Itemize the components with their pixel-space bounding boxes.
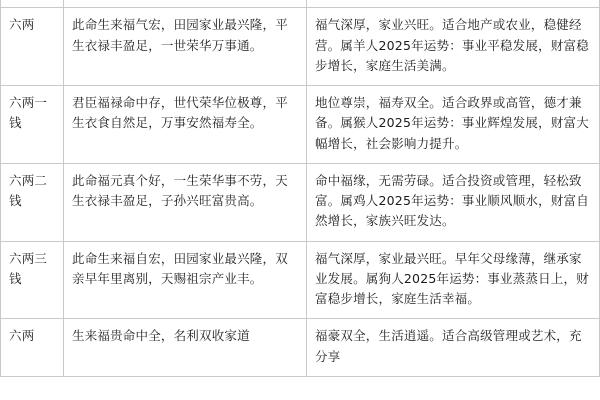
poem-text: 此命生来福气宏，田园家业最兴隆，平生衣禄丰盈足，一世荣华万事通。 (72, 17, 288, 53)
table-row (1, 86, 600, 164)
cell-description (307, 241, 600, 319)
cell-weight (1, 163, 64, 241)
weight-text: 六两一钱 (9, 95, 48, 131)
weight-text: 六两 (9, 17, 35, 33)
poem-text: 此命福元真个好，一生荣华事不劳，天生衣禄丰盈足，子孙兴旺富贵高。 (72, 172, 288, 208)
weight-text: 六两二钱 (9, 172, 48, 208)
table-row (1, 241, 600, 319)
cell-poem (64, 241, 307, 319)
poem-text: 君臣福禄命中存，世代荣华位极尊，平生衣食自然足，万事安然福寿全。 (72, 95, 288, 131)
cell-poem (64, 8, 307, 86)
cell-description (307, 0, 600, 8)
cell-weight (1, 8, 64, 86)
description-text: 地位尊崇，福寿双全。适合政界或高管，德才兼备。属猴人2025年运势：事业辉煌发展，财富大幅增长，社会影响力提升。 (315, 95, 589, 151)
cell-poem (64, 0, 307, 8)
poem-text: 此命生来福自宏，田园家业最兴隆，双亲早年里离别，天赐祖宗产业丰。 (72, 250, 288, 286)
cell-description (307, 163, 600, 241)
cell-weight (1, 86, 64, 164)
description-text: 命中福缘，无需劳碌。适合投资或管理，轻松致富。属鸡人2025年运势：事业顺风顺水，财富自然增长，家族兴旺发达。 (315, 172, 589, 229)
description-text: 福气深厚，家业兴旺。适合地产或农业，稳健经营。属羊人2025年运势：事业平稳发展，财富稳步增长，家庭生活美满。 (315, 17, 589, 73)
cell-description (307, 319, 600, 377)
cell-weight (1, 0, 64, 8)
weight-text: 六两三钱 (9, 250, 48, 286)
table-row (1, 163, 600, 241)
table-row (1, 8, 600, 86)
cell-poem (64, 163, 307, 241)
cell-weight (1, 241, 64, 319)
weight-text: 六两 (9, 328, 35, 344)
description-text: 福气深厚，家业最兴旺。早年父母缘薄，继承家业发展。属狗人2025年运势：事业蒸蒸日上，财富稳步增长，家庭生活幸福。 (315, 250, 589, 306)
cell-weight (1, 319, 64, 377)
poem-text: 生来福贵命中全，名利双收家道 (72, 328, 250, 344)
table-row (1, 0, 600, 8)
cell-description (307, 86, 600, 164)
table-body (1, 0, 600, 376)
cell-poem (64, 319, 307, 377)
cell-poem (64, 86, 307, 164)
table-row (1, 319, 600, 377)
description-text: 福豪双全，生活逍遥。适合高级管理或艺术，充分享 (315, 328, 582, 364)
cell-description (307, 8, 600, 86)
